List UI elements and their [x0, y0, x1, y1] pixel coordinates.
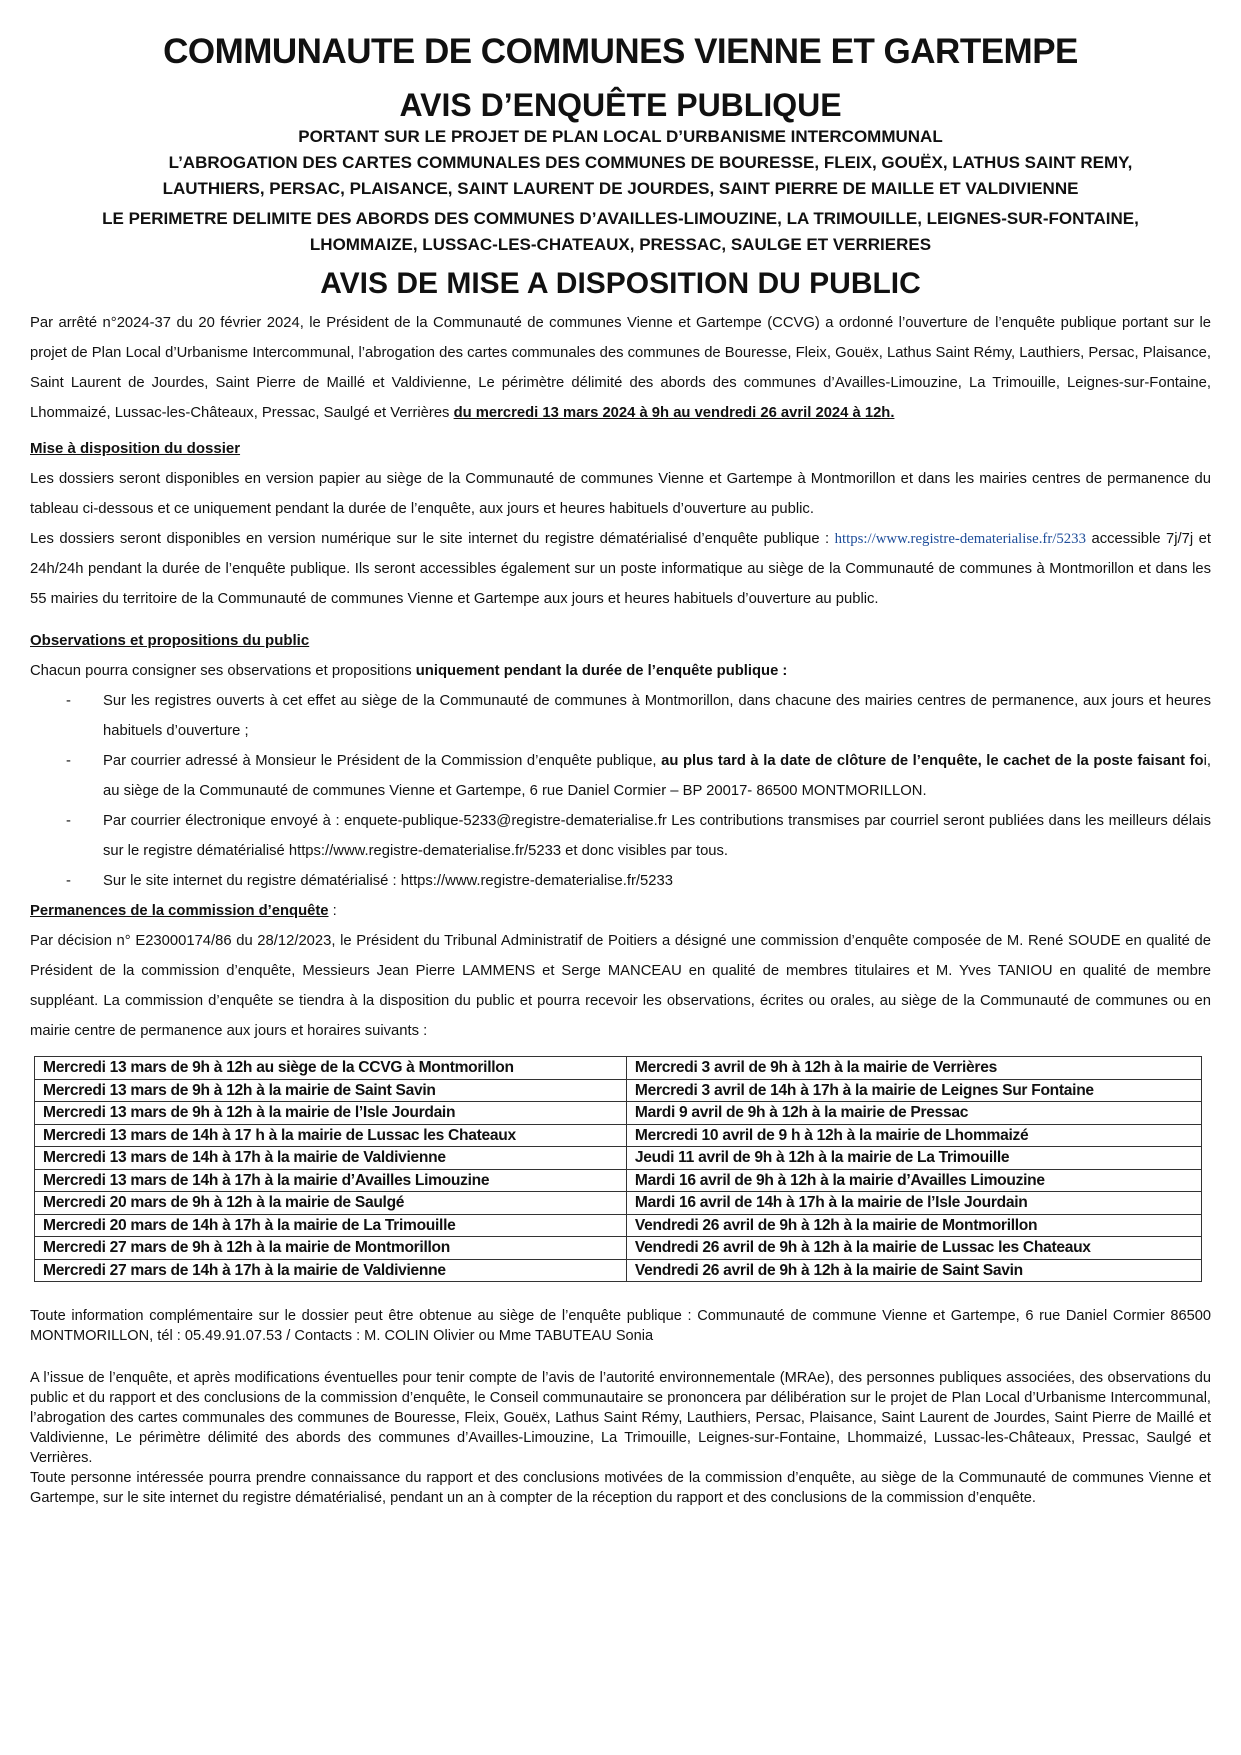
intro-dates: du mercredi 13 mars 2024 à 9h au vendredi 26 avril 2024 à 12h.	[453, 405, 895, 421]
list-item	[30, 806, 1211, 866]
table-cell-right: Mardi 16 avril de 9h à 12h à la mairie d’Availles Limouzine	[626, 1169, 1201, 1192]
section-permanences-heading	[30, 896, 1211, 926]
dash-bullet: -	[66, 873, 71, 889]
section-permanences-colon: :	[328, 903, 337, 919]
table-cell-right: Mercredi 3 avril de 9h à 12h à la mairie de Verrières	[626, 1057, 1201, 1080]
table-cell-right: Mercredi 3 avril de 14h à 17h à la mairie de Leignes Sur Fontaine	[626, 1079, 1201, 1102]
table-cell-right: Jeudi 11 avril de 9h à 12h à la mairie de La Trimouille	[626, 1147, 1201, 1170]
permanences-paragraph: Par décision n° E23000174/86 du 28/12/2023, le Président du Tribunal Administratif de Poitiers a désigné une commission d’enquête composée de M. René SOUDE en qualité de Président de la commission d’enquête, Messieurs Jean Pierre LAMMENS et Serge MANCEAU en qualité de membres titulaires et M. Yves TANIOU en qualité de membre suppléant. La commission d’enquête se tiendra à la disposition du public et pourra recevoir les observations, écrites ou orales, au siège de la Communauté de communes ou en mairie centre de permanence aux jours et horaires suivants :	[30, 933, 1211, 1039]
dash-bullet: -	[66, 693, 71, 709]
notice-title: AVIS D’ENQUÊTE PUBLIQUE	[399, 87, 842, 123]
org-title: COMMUNAUTE DE COMMUNES VIENNE ET GARTEMPE	[163, 32, 1078, 71]
table-row	[35, 1147, 1202, 1170]
table-cell-left: Mercredi 27 mars de 14h à 17h à la mairie de Valdivienne	[35, 1259, 627, 1282]
table-cell-right: Mercredi 10 avril de 9 h à 12h à la mairie de Lhommaizé	[626, 1124, 1201, 1147]
table-cell-left: Mercredi 13 mars de 14h à 17h à la mairie d’Availles Limouzine	[35, 1169, 627, 1192]
table-cell-right: Mardi 16 avril de 14h à 17h à la mairie de l’Isle Jourdain	[626, 1192, 1201, 1215]
footer-consult-paragraph: Toute personne intéressée pourra prendre connaissance du rapport et des conclusions motivées de la commission d’enquête, au siège de la Communauté de communes Vienne et Gartempe, sur le site internet du registre dématérialisé, pendant un an à compter de la réception du rapport et des conclusions de la commission d’enquête.	[30, 1470, 1211, 1506]
observations-lead	[30, 656, 1211, 686]
permanences-table-body	[35, 1057, 1202, 1282]
table-row	[35, 1169, 1202, 1192]
intro-text: Par arrêté n°2024-37 du 20 février 2024, le Président de la Communauté de communes Vienne et Gartempe (CCVG) a ordonné l’ouverture de l’enquête publique portant sur le projet de Plan Local d’Urbanisme Intercommunal, l’abrogation des cartes communales des communes de Bouresse, Fleix, Gouëx, Lathus Saint Rémy, Lauthiers, Persac, Plaisance, Saint Laurent de Jourdes, Saint Pierre de Maillé et Valdivienne, Le périmètre délimité des abords des communes d’Availles-Limouzine, La Trimouille, Leignes-sur-Fontaine, Lhommaizé, Lussac-les-Châteaux, Pressac, Saulgé et Verrières	[30, 315, 1211, 421]
table-row	[35, 1237, 1202, 1260]
observations-list	[30, 686, 1211, 896]
subtitle-abrogation-line1: L’ABROGATION DES CARTES COMMUNALES DES COMMUNES DE BOURESSE, FLEIX, GOUËX, LATHUS SAINT REMY,	[168, 153, 1133, 172]
list-item-text: Par courrier électronique envoyé à : enquete-publique-5233@registre-dematerialise.fr Les contributions transmises par courriel seront publiées dans les meilleurs délais sur le registre dématérialisé https://www.registre-dematerialise.fr/5233 et donc visibles par tous.	[103, 813, 1211, 859]
table-cell-right: Vendredi 26 avril de 9h à 12h à la mairie de Montmorillon	[626, 1214, 1201, 1237]
subtitle-abrogation-line2: LAUTHIERS, PERSAC, PLAISANCE, SAINT LAURENT DE JOURDES, SAINT PIERRE DE MAILLE ET VALDIVIENNE	[162, 179, 1079, 198]
dossier-digital-text-b: accessible 7j/7j et 24h/24h pendant la durée de l’enquête publique. Ils seront accessibles également sur un poste informatique au siège de la Communauté de communes à Montmorillon et dans les 55 mairies du territoire de la Communauté de communes Vienne et Gartempe aux jours et heures habituels d’ouverture au public.	[30, 531, 1211, 607]
footer-info-paragraph: Toute information complémentaire sur le dossier peut être obtenue au siège de l’enquête publique : Communauté de commune Vienne et Gartempe, 6 rue Daniel Cormier 86500 MONTMORILLON, tél : 05.49.91.07.53 / Contacts : M. COLIN Olivier ou Mme TABUTEAU Sonia	[30, 1308, 1211, 1344]
table-cell-right: Vendredi 26 avril de 9h à 12h à la mairie de Saint Savin	[626, 1259, 1201, 1282]
list-item-text: Sur le site internet du registre dématérialisé : https://www.registre-dematerialise.fr/5233	[103, 873, 673, 889]
table-row	[35, 1057, 1202, 1080]
section-observations-title: Observations et propositions du public	[30, 632, 310, 649]
subtitle-plui: PORTANT SUR LE PROJET DE PLAN LOCAL D’URBANISME INTERCOMMUNAL	[298, 127, 943, 146]
table-cell-left: Mercredi 20 mars de 14h à 17h à la mairie de La Trimouille	[35, 1214, 627, 1237]
intro-paragraph	[30, 308, 1211, 428]
table-cell-right: Mardi 9 avril de 9h à 12h à la mairie de Pressac	[626, 1102, 1201, 1125]
table-row	[35, 1259, 1202, 1282]
dossier-digital-text-a: Les dossiers seront disponibles en version numérique sur le site internet du registre dématérialisé d’enquête publique :	[30, 531, 835, 547]
table-row	[35, 1124, 1202, 1147]
subtitle-perimetre-line2: LHOMMAIZE, LUSSAC-LES-CHATEAUX, PRESSAC, SAULGE ET VERRIERES	[309, 235, 932, 254]
dash-bullet: -	[66, 753, 71, 769]
table-cell-left: Mercredi 27 mars de 9h à 12h à la mairie de Montmorillon	[35, 1237, 627, 1260]
list-item	[30, 866, 1211, 896]
table-row	[35, 1102, 1202, 1125]
table-cell-right: Vendredi 26 avril de 9h à 12h à la mairie de Lussac les Chateaux	[626, 1237, 1201, 1260]
table-cell-left: Mercredi 13 mars de 9h à 12h à la mairie de l’Isle Jourdain	[35, 1102, 627, 1125]
table-cell-left: Mercredi 20 mars de 9h à 12h à la mairie de Saulgé	[35, 1192, 627, 1215]
document-page	[30, 28, 1211, 1508]
notice-title-2: AVIS DE MISE A DISPOSITION DU PUBLIC	[320, 267, 921, 300]
table-cell-left: Mercredi 13 mars de 14h à 17h à la mairie de Valdivienne	[35, 1147, 627, 1170]
subtitle-perimetre-line1: LE PERIMETRE DELIMITE DES ABORDS DES COMMUNES D’AVAILLES-LIMOUZINE, LA TRIMOUILLE, LEIGNES-SUR-FONTAINE,	[102, 209, 1139, 228]
table-row	[35, 1214, 1202, 1237]
section-permanences-title: Permanences de la commission d’enquête	[30, 903, 329, 919]
dossier-paper-paragraph: Les dossiers seront disponibles en version papier au siège de la Communauté de communes Vienne et Gartempe à Montmorillon et dans les mairies centres de permanence du tableau ci-dessous et ce uniquement pendant la durée de l’enquête, aux jours et heures habituels d’ouverture au public.	[30, 471, 1211, 517]
table-cell-left: Mercredi 13 mars de 9h à 12h au siège de la CCVG à Montmorillon	[35, 1057, 627, 1080]
table-row	[35, 1192, 1202, 1215]
list-item	[30, 686, 1211, 746]
permanences-table	[34, 1056, 1202, 1282]
list-item-bold: au plus tard à la date de clôture de l’enquête, le cachet de la poste faisant fo	[661, 753, 1204, 769]
section-dossier-title: Mise à disposition du dossier	[30, 440, 241, 457]
table-row	[35, 1079, 1202, 1102]
table-cell-left: Mercredi 13 mars de 9h à 12h à la mairie de Saint Savin	[35, 1079, 627, 1102]
footer-issue-paragraph: A l’issue de l’enquête, et après modifications éventuelles pour tenir compte de l’avis de l’autorité environnementale (MRAe), des personnes publiques associées, des observations du public et du rapport et des conclusions de la commission d’enquête, le Conseil communautaire se prononcera par délibération sur le projet de Plan Local d’Urbanisme Intercommunal, l’abrogation des cartes communales des communes de Bouresse, Fleix, Gouëx, Lathus Saint Rémy, Lauthiers, Persac, Plaisance, Saint Laurent de Jourdes, Saint Pierre de Maillé et Valdivienne, Le périmètre délimité des abords des communes d’Availles-Limouzine, La Trimouille, Leignes-sur-Fontaine, Lhommaizé, Lussac-les-Châteaux, Pressac, Saulgé et Verrières.	[30, 1370, 1211, 1466]
dossier-digital-paragraph	[30, 524, 1211, 614]
list-item-text: i, au siège de la Communauté de communes Vienne et Gartempe, 6 rue Daniel Cormier – BP 20017- 86500 MONTMORILLON.	[103, 753, 1211, 799]
dash-bullet: -	[66, 813, 71, 829]
registre-link[interactable]: https://www.registre-dematerialise.fr/5233	[834, 531, 1086, 547]
list-item-text: Par courrier adressé à Monsieur le Président de la Commission d’enquête publique,	[103, 753, 662, 769]
table-cell-left: Mercredi 13 mars de 14h à 17 h à la mairie de Lussac les Chateaux	[35, 1124, 627, 1147]
observations-lead-text: Chacun pourra consigner ses observations et propositions	[30, 663, 416, 679]
list-item-text: Sur les registres ouverts à cet effet au siège de la Communauté de communes à Montmorillon, dans chacune des mairies centres de permanence, aux jours et heures habituels d’ouverture ;	[103, 693, 1211, 739]
observations-lead-bold: uniquement pendant la durée de l’enquête publique :	[415, 663, 788, 679]
list-item	[30, 746, 1211, 806]
